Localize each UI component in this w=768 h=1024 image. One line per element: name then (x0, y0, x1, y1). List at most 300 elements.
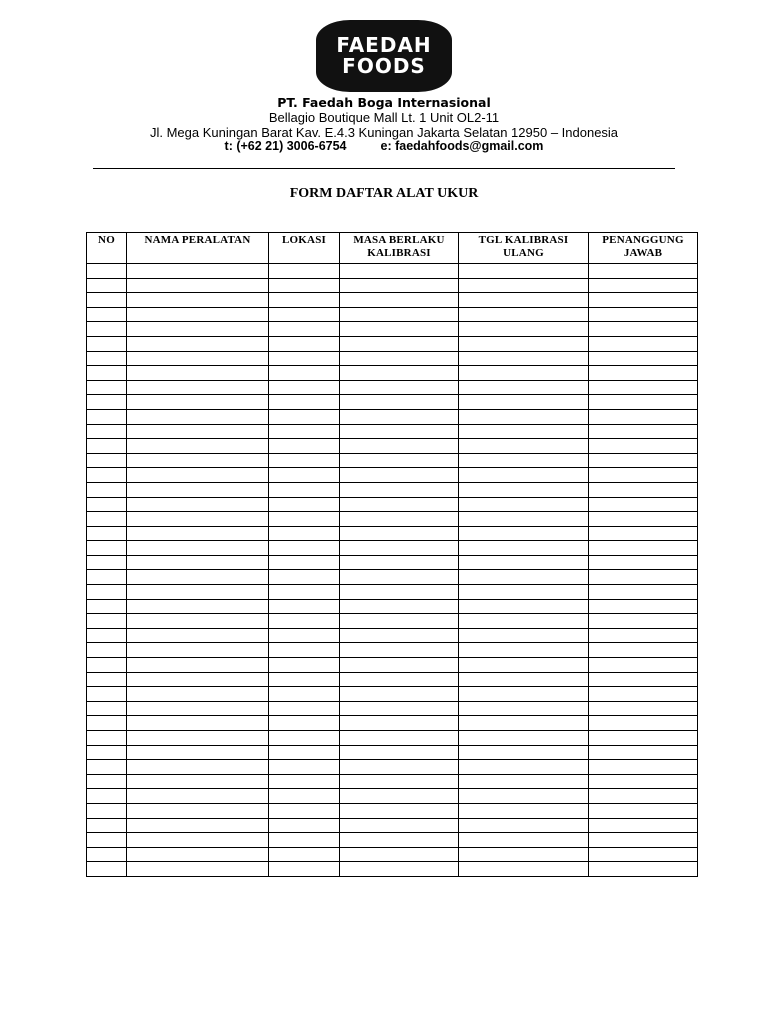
table-cell-no[interactable] (87, 395, 127, 410)
table-cell-masa[interactable] (340, 512, 459, 527)
table-cell-no[interactable] (87, 512, 127, 527)
table-cell-tgl[interactable] (459, 482, 589, 497)
table-cell-lokasi[interactable] (269, 336, 340, 351)
table-row (87, 336, 698, 351)
table-cell-masa[interactable] (340, 789, 459, 804)
table-cell-masa[interactable] (340, 278, 459, 293)
table-cell-masa[interactable] (340, 614, 459, 629)
table-cell-tgl[interactable] (459, 628, 589, 643)
table-cell-masa[interactable] (340, 687, 459, 702)
table-cell-no[interactable] (87, 862, 127, 877)
table-cell-tgl[interactable] (459, 818, 589, 833)
table-cell-lokasi[interactable] (269, 789, 340, 804)
table-cell-nama[interactable] (127, 570, 269, 585)
table-row (87, 862, 698, 877)
table-cell-no[interactable] (87, 424, 127, 439)
table-cell-no[interactable] (87, 439, 127, 454)
table-cell-lokasi[interactable] (269, 322, 340, 337)
table-cell-tgl[interactable] (459, 541, 589, 556)
table-cell-no[interactable] (87, 351, 127, 366)
table-cell-masa[interactable] (340, 453, 459, 468)
table-cell-tgl[interactable] (459, 278, 589, 293)
table-row (87, 512, 698, 527)
table-cell-lokasi[interactable] (269, 570, 340, 585)
table-cell-lokasi[interactable] (269, 847, 340, 862)
table-cell-no[interactable] (87, 322, 127, 337)
table-cell-masa[interactable] (340, 424, 459, 439)
table-header-row (87, 233, 698, 264)
table-row (87, 701, 698, 716)
table-cell-no[interactable] (87, 380, 127, 395)
table-cell-tgl[interactable] (459, 687, 589, 702)
table-cell-nama[interactable] (127, 307, 269, 322)
table-cell-masa[interactable] (340, 351, 459, 366)
table-cell-lokasi[interactable] (269, 264, 340, 279)
table-cell-pj[interactable] (589, 760, 698, 775)
table-cell-no[interactable] (87, 585, 127, 600)
table-cell-no[interactable] (87, 803, 127, 818)
table-cell-pj[interactable] (589, 833, 698, 848)
table-row (87, 585, 698, 600)
table-cell-tgl[interactable] (459, 380, 589, 395)
table-cell-pj[interactable] (589, 658, 698, 673)
table-cell-lokasi[interactable] (269, 716, 340, 731)
table-cell-no[interactable] (87, 409, 127, 424)
table-cell-no[interactable] (87, 687, 127, 702)
table-cell-nama[interactable] (127, 833, 269, 848)
table-cell-nama[interactable] (127, 468, 269, 483)
table-cell-masa[interactable] (340, 774, 459, 789)
table-cell-no[interactable] (87, 672, 127, 687)
table-row (87, 628, 698, 643)
table-row (87, 293, 698, 308)
table-cell-lokasi[interactable] (269, 482, 340, 497)
table-cell-no[interactable] (87, 293, 127, 308)
table-row (87, 322, 698, 337)
table-cell-no[interactable] (87, 336, 127, 351)
email-address: e: faedahfoods@gmail.com (380, 139, 544, 153)
table-cell-no[interactable] (87, 541, 127, 556)
table-cell-nama[interactable] (127, 482, 269, 497)
table-cell-nama[interactable] (127, 789, 269, 804)
table-cell-pj[interactable] (589, 818, 698, 833)
table-cell-nama[interactable] (127, 278, 269, 293)
table-cell-lokasi[interactable] (269, 453, 340, 468)
table-row (87, 264, 698, 279)
table-cell-masa[interactable] (340, 439, 459, 454)
table-row (87, 745, 698, 760)
table-cell-pj[interactable] (589, 526, 698, 541)
table-cell-tgl[interactable] (459, 789, 589, 804)
table-cell-nama[interactable] (127, 424, 269, 439)
table-cell-no[interactable] (87, 614, 127, 629)
table-cell-pj[interactable] (589, 512, 698, 527)
table-cell-masa[interactable] (340, 541, 459, 556)
table-cell-nama[interactable] (127, 774, 269, 789)
table-cell-tgl[interactable] (459, 774, 589, 789)
table-cell-lokasi[interactable] (269, 731, 340, 746)
table-row (87, 643, 698, 658)
table-cell-lokasi[interactable] (269, 774, 340, 789)
table-cell-pj[interactable] (589, 643, 698, 658)
table-row (87, 424, 698, 439)
table-cell-masa[interactable] (340, 643, 459, 658)
table-cell-nama[interactable] (127, 395, 269, 410)
table-cell-nama[interactable] (127, 862, 269, 877)
table-cell-lokasi[interactable] (269, 672, 340, 687)
table-cell-lokasi[interactable] (269, 701, 340, 716)
table-cell-nama[interactable] (127, 687, 269, 702)
table-cell-no[interactable] (87, 833, 127, 848)
table-cell-tgl[interactable] (459, 745, 589, 760)
table-cell-lokasi[interactable] (269, 366, 340, 381)
table-cell-masa[interactable] (340, 497, 459, 512)
table-cell-no[interactable] (87, 264, 127, 279)
table-cell-lokasi[interactable] (269, 745, 340, 760)
table-row (87, 731, 698, 746)
table-cell-lokasi[interactable] (269, 760, 340, 775)
table-cell-pj[interactable] (589, 439, 698, 454)
table-cell-nama[interactable] (127, 293, 269, 308)
table-cell-lokasi[interactable] (269, 862, 340, 877)
table-cell-no[interactable] (87, 745, 127, 760)
table-cell-no[interactable] (87, 643, 127, 658)
table-cell-masa[interactable] (340, 658, 459, 673)
table-cell-lokasi[interactable] (269, 307, 340, 322)
table-cell-pj[interactable] (589, 395, 698, 410)
table-cell-nama[interactable] (127, 716, 269, 731)
table-row (87, 526, 698, 541)
table-row (87, 366, 698, 381)
table-cell-masa[interactable] (340, 409, 459, 424)
table-cell-pj[interactable] (589, 293, 698, 308)
table-cell-pj[interactable] (589, 264, 698, 279)
table-cell-lokasi[interactable] (269, 293, 340, 308)
table-cell-pj[interactable] (589, 745, 698, 760)
table-cell-nama[interactable] (127, 526, 269, 541)
table-cell-masa[interactable] (340, 818, 459, 833)
table-cell-nama[interactable] (127, 351, 269, 366)
table-cell-masa[interactable] (340, 745, 459, 760)
table-cell-nama[interactable] (127, 847, 269, 862)
table-cell-pj[interactable] (589, 862, 698, 877)
table-cell-nama[interactable] (127, 336, 269, 351)
table-cell-nama[interactable] (127, 745, 269, 760)
table-cell-pj[interactable] (589, 614, 698, 629)
table-cell-masa[interactable] (340, 366, 459, 381)
table-cell-nama[interactable] (127, 672, 269, 687)
table-cell-masa[interactable] (340, 293, 459, 308)
table-cell-lokasi[interactable] (269, 424, 340, 439)
table-row (87, 307, 698, 322)
table-cell-no[interactable] (87, 847, 127, 862)
table-cell-no[interactable] (87, 628, 127, 643)
table-row (87, 599, 698, 614)
table-cell-pj[interactable] (589, 278, 698, 293)
table-cell-pj[interactable] (589, 307, 698, 322)
table-cell-masa[interactable] (340, 672, 459, 687)
table-cell-lokasi[interactable] (269, 351, 340, 366)
table-cell-tgl[interactable] (459, 803, 589, 818)
table-cell-pj[interactable] (589, 351, 698, 366)
table-cell-tgl[interactable] (459, 847, 589, 862)
table-cell-tgl[interactable] (459, 614, 589, 629)
column-header-tgl-kalibrasi: TGL KALIBRASI ULANG (459, 233, 589, 264)
table-cell-pj[interactable] (589, 453, 698, 468)
table-row (87, 614, 698, 629)
table-cell-pj[interactable] (589, 789, 698, 804)
table-cell-pj[interactable] (589, 599, 698, 614)
table-cell-lokasi[interactable] (269, 512, 340, 527)
table-cell-lokasi[interactable] (269, 541, 340, 556)
table-cell-masa[interactable] (340, 307, 459, 322)
column-header-lokasi: LOKASI (269, 233, 340, 264)
table-cell-no[interactable] (87, 482, 127, 497)
table-cell-pj[interactable] (589, 482, 698, 497)
table-cell-tgl[interactable] (459, 760, 589, 775)
table-cell-masa[interactable] (340, 731, 459, 746)
table-cell-tgl[interactable] (459, 264, 589, 279)
table-cell-tgl[interactable] (459, 366, 589, 381)
table-cell-no[interactable] (87, 526, 127, 541)
table-cell-pj[interactable] (589, 672, 698, 687)
table-cell-nama[interactable] (127, 628, 269, 643)
table-cell-tgl[interactable] (459, 555, 589, 570)
table-cell-lokasi[interactable] (269, 409, 340, 424)
table-cell-tgl[interactable] (459, 585, 589, 600)
table-row (87, 541, 698, 556)
table-cell-no[interactable] (87, 555, 127, 570)
table-cell-tgl[interactable] (459, 307, 589, 322)
table-cell-tgl[interactable] (459, 658, 589, 673)
table-cell-pj[interactable] (589, 847, 698, 862)
table-cell-nama[interactable] (127, 555, 269, 570)
table-cell-masa[interactable] (340, 570, 459, 585)
table-cell-lokasi[interactable] (269, 526, 340, 541)
table-cell-lokasi[interactable] (269, 803, 340, 818)
table-cell-masa[interactable] (340, 264, 459, 279)
table-cell-pj[interactable] (589, 555, 698, 570)
table-cell-pj[interactable] (589, 701, 698, 716)
table-cell-pj[interactable] (589, 322, 698, 337)
table-cell-tgl[interactable] (459, 453, 589, 468)
table-cell-masa[interactable] (340, 380, 459, 395)
table-cell-masa[interactable] (340, 862, 459, 877)
table-cell-no[interactable] (87, 789, 127, 804)
table-cell-tgl[interactable] (459, 439, 589, 454)
table-row (87, 760, 698, 775)
table-cell-tgl[interactable] (459, 570, 589, 585)
table-cell-tgl[interactable] (459, 512, 589, 527)
table-cell-tgl[interactable] (459, 731, 589, 746)
table-cell-masa[interactable] (340, 833, 459, 848)
table-cell-lokasi[interactable] (269, 555, 340, 570)
table-cell-no[interactable] (87, 818, 127, 833)
table-cell-masa[interactable] (340, 395, 459, 410)
table-cell-no[interactable] (87, 278, 127, 293)
table-cell-lokasi[interactable] (269, 380, 340, 395)
table-cell-tgl[interactable] (459, 351, 589, 366)
table-cell-pj[interactable] (589, 497, 698, 512)
table-cell-tgl[interactable] (459, 336, 589, 351)
table-cell-lokasi[interactable] (269, 497, 340, 512)
table-row (87, 555, 698, 570)
table-cell-nama[interactable] (127, 599, 269, 614)
table-cell-pj[interactable] (589, 541, 698, 556)
table-cell-masa[interactable] (340, 526, 459, 541)
table-cell-pj[interactable] (589, 585, 698, 600)
table-cell-pj[interactable] (589, 336, 698, 351)
table-cell-no[interactable] (87, 731, 127, 746)
table-cell-tgl[interactable] (459, 599, 589, 614)
table-cell-masa[interactable] (340, 585, 459, 600)
table-cell-nama[interactable] (127, 541, 269, 556)
table-cell-tgl[interactable] (459, 293, 589, 308)
table-cell-nama[interactable] (127, 264, 269, 279)
table-row (87, 468, 698, 483)
table-row (87, 482, 698, 497)
table-row (87, 380, 698, 395)
contact-line (0, 139, 768, 153)
table-cell-pj[interactable] (589, 468, 698, 483)
table-cell-tgl[interactable] (459, 424, 589, 439)
table-row (87, 687, 698, 702)
table-cell-pj[interactable] (589, 774, 698, 789)
table-cell-lokasi[interactable] (269, 614, 340, 629)
table-cell-tgl[interactable] (459, 526, 589, 541)
table-row (87, 497, 698, 512)
table-row (87, 716, 698, 731)
table-cell-lokasi[interactable] (269, 643, 340, 658)
table-cell-nama[interactable] (127, 658, 269, 673)
table-cell-pj[interactable] (589, 716, 698, 731)
table-cell-nama[interactable] (127, 453, 269, 468)
company-logo (316, 20, 452, 92)
column-header-no: NO (87, 233, 127, 264)
table-cell-masa[interactable] (340, 555, 459, 570)
table-cell-nama[interactable] (127, 322, 269, 337)
table-cell-tgl[interactable] (459, 716, 589, 731)
table-cell-tgl[interactable] (459, 672, 589, 687)
table-cell-no[interactable] (87, 701, 127, 716)
table-cell-no[interactable] (87, 366, 127, 381)
table-cell-lokasi[interactable] (269, 687, 340, 702)
table-cell-nama[interactable] (127, 818, 269, 833)
table-cell-tgl[interactable] (459, 468, 589, 483)
logo-line-2: FOODS (342, 54, 426, 78)
table-cell-pj[interactable] (589, 424, 698, 439)
table-cell-no[interactable] (87, 599, 127, 614)
table-cell-nama[interactable] (127, 366, 269, 381)
table-cell-masa[interactable] (340, 803, 459, 818)
table-cell-lokasi[interactable] (269, 395, 340, 410)
table-cell-lokasi[interactable] (269, 833, 340, 848)
table-cell-nama[interactable] (127, 701, 269, 716)
table-cell-nama[interactable] (127, 409, 269, 424)
table-cell-tgl[interactable] (459, 409, 589, 424)
table-cell-tgl[interactable] (459, 395, 589, 410)
table-cell-nama[interactable] (127, 512, 269, 527)
company-name: PT. Faedah Boga Internasional (277, 95, 491, 110)
table-row (87, 789, 698, 804)
form-title: FORM DAFTAR ALAT UKUR (289, 186, 479, 201)
table-row (87, 439, 698, 454)
table-cell-masa[interactable] (340, 468, 459, 483)
table-cell-lokasi[interactable] (269, 468, 340, 483)
table-cell-masa[interactable] (340, 847, 459, 862)
table-cell-pj[interactable] (589, 628, 698, 643)
table-cell-nama[interactable] (127, 439, 269, 454)
table-cell-masa[interactable] (340, 701, 459, 716)
table-cell-no[interactable] (87, 497, 127, 512)
table-cell-tgl[interactable] (459, 497, 589, 512)
table-cell-tgl[interactable] (459, 322, 589, 337)
table-row (87, 395, 698, 410)
table-cell-nama[interactable] (127, 760, 269, 775)
table-cell-lokasi[interactable] (269, 628, 340, 643)
table-cell-lokasi[interactable] (269, 818, 340, 833)
table-cell-no[interactable] (87, 760, 127, 775)
table-cell-lokasi[interactable] (269, 585, 340, 600)
table-cell-pj[interactable] (589, 366, 698, 381)
table-cell-tgl[interactable] (459, 701, 589, 716)
table-cell-nama[interactable] (127, 585, 269, 600)
table-cell-nama[interactable] (127, 380, 269, 395)
table-row (87, 409, 698, 424)
logo-line-1: FAEDAH (336, 33, 432, 57)
table-cell-no[interactable] (87, 570, 127, 585)
table-cell-masa[interactable] (340, 628, 459, 643)
table-cell-no[interactable] (87, 307, 127, 322)
table-cell-pj[interactable] (589, 731, 698, 746)
table-cell-masa[interactable] (340, 482, 459, 497)
table-cell-masa[interactable] (340, 716, 459, 731)
table-row (87, 658, 698, 673)
table-cell-no[interactable] (87, 658, 127, 673)
table-cell-pj[interactable] (589, 570, 698, 585)
table-cell-no[interactable] (87, 774, 127, 789)
table-cell-nama[interactable] (127, 731, 269, 746)
phone-number: t: (+62 21) 3006-6754 (224, 139, 347, 153)
table-cell-masa[interactable] (340, 599, 459, 614)
table-cell-pj[interactable] (589, 687, 698, 702)
table-cell-no[interactable] (87, 716, 127, 731)
column-header-penanggung-jawab: PENANGGUNG JAWAB (589, 233, 698, 264)
table-cell-masa[interactable] (340, 336, 459, 351)
table-cell-pj[interactable] (589, 803, 698, 818)
table-cell-masa[interactable] (340, 322, 459, 337)
table-cell-masa[interactable] (340, 760, 459, 775)
table-cell-nama[interactable] (127, 497, 269, 512)
table-cell-lokasi[interactable] (269, 599, 340, 614)
table-cell-pj[interactable] (589, 380, 698, 395)
table-cell-no[interactable] (87, 468, 127, 483)
table-cell-lokasi[interactable] (269, 278, 340, 293)
table-cell-no[interactable] (87, 453, 127, 468)
table-cell-tgl[interactable] (459, 643, 589, 658)
table-cell-pj[interactable] (589, 409, 698, 424)
table-cell-lokasi[interactable] (269, 439, 340, 454)
table-row (87, 774, 698, 789)
table-cell-tgl[interactable] (459, 833, 589, 848)
table-cell-nama[interactable] (127, 614, 269, 629)
table-cell-nama[interactable] (127, 643, 269, 658)
table-cell-lokasi[interactable] (269, 658, 340, 673)
table-cell-nama[interactable] (127, 803, 269, 818)
table-cell-tgl[interactable] (459, 862, 589, 877)
column-header-masa-berlaku: MASA BERLAKU KALIBRASI (340, 233, 459, 264)
measuring-tools-table (86, 232, 698, 877)
